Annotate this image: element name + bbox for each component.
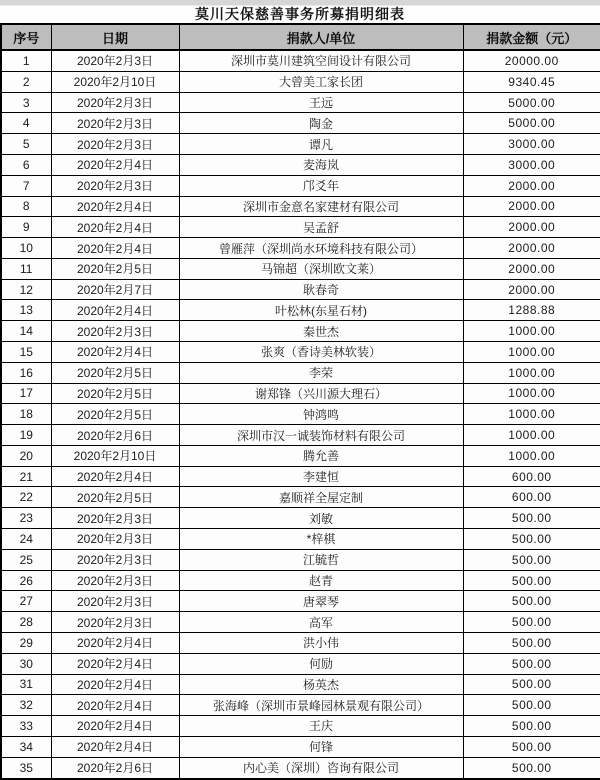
- cell-donor: 马锦超（深圳欧文莱）: [179, 258, 463, 279]
- cell-donor: 秦世杰: [179, 321, 463, 342]
- cell-serial-number: 25: [1, 549, 51, 570]
- cell-date: 2020年2月3日: [51, 529, 179, 550]
- cell-date: 2020年2月4日: [51, 736, 179, 757]
- cell-date: 2020年2月5日: [51, 258, 179, 279]
- cell-donor: 陶金: [179, 113, 463, 134]
- cell-donor: 钟鸿鸣: [179, 404, 463, 425]
- table-row: [1, 134, 600, 155]
- cell-serial-number: 20: [1, 445, 51, 466]
- table-row: [1, 217, 600, 238]
- cell-donor: 谭凡: [179, 134, 463, 155]
- cell-date: 2020年2月4日: [51, 653, 179, 674]
- cell-date: 2020年2月10日: [51, 71, 179, 92]
- cell-date: 2020年2月4日: [51, 217, 179, 238]
- cell-serial-number: 2: [1, 71, 51, 92]
- cell-date: 2020年2月5日: [51, 383, 179, 404]
- cell-date: 2020年2月7日: [51, 279, 179, 300]
- cell-date: 2020年2月6日: [51, 425, 179, 446]
- table-row: [1, 175, 600, 196]
- cell-date: 2020年2月3日: [51, 175, 179, 196]
- cell-serial-number: 18: [1, 404, 51, 425]
- cell-date: 2020年2月4日: [51, 342, 179, 363]
- cell-amount: 5000.00: [463, 113, 600, 134]
- cell-donor: 何锋: [179, 736, 463, 757]
- cell-serial-number: 4: [1, 113, 51, 134]
- cell-donor: 江毓哲: [179, 549, 463, 570]
- cell-serial-number: 23: [1, 508, 51, 529]
- cell-donor: 麦海岚: [179, 154, 463, 175]
- table-row: [1, 50, 600, 71]
- cell-serial-number: 11: [1, 258, 51, 279]
- cell-amount: 500.00: [463, 549, 600, 570]
- cell-date: 2020年2月10日: [51, 445, 179, 466]
- table-row: [1, 279, 600, 300]
- cell-serial-number: 21: [1, 466, 51, 487]
- cell-amount: 2000.00: [463, 279, 600, 300]
- cell-donor: 吴孟舒: [179, 217, 463, 238]
- table-row: [1, 154, 600, 175]
- cell-donor: *梓棋: [179, 529, 463, 550]
- table-row: [1, 238, 600, 259]
- cell-amount: 9340.45: [463, 71, 600, 92]
- table-row: [1, 612, 600, 633]
- cell-donor: 张海峰（深圳市景峰园林景观有限公司）: [179, 695, 463, 716]
- cell-serial-number: 27: [1, 591, 51, 612]
- header-amount: 捐款金额（元）: [463, 24, 600, 50]
- cell-serial-number: 1: [1, 50, 51, 71]
- cell-amount: 500.00: [463, 570, 600, 591]
- cell-amount: 2000.00: [463, 196, 600, 217]
- cell-amount: 1000.00: [463, 342, 600, 363]
- cell-serial-number: 19: [1, 425, 51, 446]
- cell-amount: 2000.00: [463, 258, 600, 279]
- cell-date: 2020年2月4日: [51, 154, 179, 175]
- cell-serial-number: 9: [1, 217, 51, 238]
- cell-serial-number: 28: [1, 612, 51, 633]
- cell-date: 2020年2月3日: [51, 549, 179, 570]
- donation-table: [0, 23, 600, 780]
- cell-serial-number: 5: [1, 134, 51, 155]
- cell-date: 2020年2月4日: [51, 238, 179, 259]
- cell-donor: 高军: [179, 612, 463, 633]
- cell-donor: 深圳市莫川建筑空间设计有限公司: [179, 50, 463, 71]
- cell-donor: 刘敏: [179, 508, 463, 529]
- cell-date: 2020年2月4日: [51, 716, 179, 737]
- table-row: [1, 757, 600, 779]
- page-title: 莫川天保慈善事务所募捐明细表: [195, 6, 405, 22]
- cell-amount: 5000.00: [463, 92, 600, 113]
- cell-donor: 王庆: [179, 716, 463, 737]
- cell-donor: 张爽（香诗美林软装）: [179, 342, 463, 363]
- cell-donor: 曾雁萍（深圳尚水环境科技有限公司）: [179, 238, 463, 259]
- table-row: [1, 445, 600, 466]
- cell-amount: 20000.00: [463, 50, 600, 71]
- cell-date: 2020年2月4日: [51, 695, 179, 716]
- cell-serial-number: 8: [1, 196, 51, 217]
- table-row: [1, 695, 600, 716]
- cell-serial-number: 16: [1, 362, 51, 383]
- cell-date: 2020年2月5日: [51, 404, 179, 425]
- cell-donor: 王远: [179, 92, 463, 113]
- table-row: [1, 258, 600, 279]
- cell-amount: 600.00: [463, 466, 600, 487]
- table-row: [1, 529, 600, 550]
- cell-amount: 500.00: [463, 632, 600, 653]
- cell-date: 2020年2月4日: [51, 674, 179, 695]
- table-row: [1, 404, 600, 425]
- cell-date: 2020年2月3日: [51, 508, 179, 529]
- cell-donor: 邝爻年: [179, 175, 463, 196]
- cell-amount: 500.00: [463, 612, 600, 633]
- cell-donor: 嘉顺祥全屋定制: [179, 487, 463, 508]
- table-row: [1, 113, 600, 134]
- cell-serial-number: 29: [1, 632, 51, 653]
- cell-date: 2020年2月3日: [51, 612, 179, 633]
- cell-serial-number: 22: [1, 487, 51, 508]
- table-row: [1, 383, 600, 404]
- cell-serial-number: 26: [1, 570, 51, 591]
- table-row: [1, 342, 600, 363]
- cell-date: 2020年2月4日: [51, 632, 179, 653]
- cell-donor: 杨英杰: [179, 674, 463, 695]
- cell-serial-number: 6: [1, 154, 51, 175]
- cell-date: 2020年2月3日: [51, 113, 179, 134]
- cell-amount: 1288.88: [463, 300, 600, 321]
- cell-amount: 1000.00: [463, 445, 600, 466]
- table-row: [1, 570, 600, 591]
- cell-donor: 洪小伟: [179, 632, 463, 653]
- cell-serial-number: 24: [1, 529, 51, 550]
- cell-amount: 2000.00: [463, 217, 600, 238]
- table-row: [1, 508, 600, 529]
- cell-date: 2020年2月3日: [51, 134, 179, 155]
- cell-serial-number: 32: [1, 695, 51, 716]
- table-row: [1, 71, 600, 92]
- cell-serial-number: 17: [1, 383, 51, 404]
- cell-date: 2020年2月4日: [51, 196, 179, 217]
- header-no: 序号: [1, 24, 51, 50]
- table-row: [1, 487, 600, 508]
- cell-date: 2020年2月4日: [51, 300, 179, 321]
- cell-serial-number: 7: [1, 175, 51, 196]
- table-row: [1, 196, 600, 217]
- cell-serial-number: 33: [1, 716, 51, 737]
- cell-amount: 1000.00: [463, 383, 600, 404]
- cell-donor: 叶松林(东星石材): [179, 300, 463, 321]
- table-row: [1, 736, 600, 757]
- cell-donor: 深圳市金意名家建材有限公司: [179, 196, 463, 217]
- cell-donor: 腾允善: [179, 445, 463, 466]
- cell-amount: 500.00: [463, 508, 600, 529]
- cell-serial-number: 15: [1, 342, 51, 363]
- cell-date: 2020年2月6日: [51, 757, 179, 779]
- cell-donor: 李荣: [179, 362, 463, 383]
- cell-donor: 耿春奇: [179, 279, 463, 300]
- table-body: [1, 50, 600, 779]
- cell-amount: 500.00: [463, 653, 600, 674]
- cell-donor: 大曾美工家长团: [179, 71, 463, 92]
- cell-amount: 1000.00: [463, 425, 600, 446]
- header-row: [1, 24, 600, 50]
- table-row: [1, 653, 600, 674]
- cell-date: 2020年2月3日: [51, 570, 179, 591]
- cell-donor: 内心美（深圳）咨询有限公司: [179, 757, 463, 779]
- cell-serial-number: 12: [1, 279, 51, 300]
- table-row: [1, 425, 600, 446]
- table-row: [1, 591, 600, 612]
- cell-amount: 500.00: [463, 674, 600, 695]
- cell-amount: 1000.00: [463, 321, 600, 342]
- cell-amount: 500.00: [463, 736, 600, 757]
- cell-date: 2020年2月3日: [51, 50, 179, 71]
- cell-amount: 3000.00: [463, 154, 600, 175]
- cell-serial-number: 34: [1, 736, 51, 757]
- cell-serial-number: 14: [1, 321, 51, 342]
- table-row: [1, 716, 600, 737]
- cell-donor: 李建恒: [179, 466, 463, 487]
- cell-donor: 唐翠琴: [179, 591, 463, 612]
- table-row: [1, 362, 600, 383]
- cell-serial-number: 35: [1, 757, 51, 779]
- cell-date: 2020年2月5日: [51, 487, 179, 508]
- cell-date: 2020年2月3日: [51, 591, 179, 612]
- cell-amount: 2000.00: [463, 238, 600, 259]
- table-row: [1, 300, 600, 321]
- cell-serial-number: 10: [1, 238, 51, 259]
- cell-amount: 600.00: [463, 487, 600, 508]
- cell-amount: 1000.00: [463, 404, 600, 425]
- table-row: [1, 466, 600, 487]
- cell-amount: 1000.00: [463, 362, 600, 383]
- table-row: [1, 92, 600, 113]
- cell-amount: 500.00: [463, 716, 600, 737]
- cell-amount: 500.00: [463, 591, 600, 612]
- cell-date: 2020年2月4日: [51, 466, 179, 487]
- cell-date: 2020年2月3日: [51, 92, 179, 113]
- cell-serial-number: 3: [1, 92, 51, 113]
- cell-date: 2020年2月3日: [51, 321, 179, 342]
- cell-donor: 何励: [179, 653, 463, 674]
- cell-date: 2020年2月5日: [51, 362, 179, 383]
- cell-donor: 深圳市汉一诚装饰材料有限公司: [179, 425, 463, 446]
- table-row: [1, 674, 600, 695]
- cell-serial-number: 30: [1, 653, 51, 674]
- table-row: [1, 549, 600, 570]
- cell-amount: 500.00: [463, 695, 600, 716]
- cell-amount: 3000.00: [463, 134, 600, 155]
- cell-donor: 赵青: [179, 570, 463, 591]
- cell-serial-number: 13: [1, 300, 51, 321]
- header-donor: 捐款人/单位: [179, 24, 463, 50]
- cell-amount: 500.00: [463, 529, 600, 550]
- header-date: 日期: [51, 24, 179, 50]
- cell-amount: 2000.00: [463, 175, 600, 196]
- table-row: [1, 632, 600, 653]
- table-row: [1, 321, 600, 342]
- cell-serial-number: 31: [1, 674, 51, 695]
- cell-amount: 500.00: [463, 757, 600, 779]
- cell-donor: 谢郑锋（兴川源大理石）: [179, 383, 463, 404]
